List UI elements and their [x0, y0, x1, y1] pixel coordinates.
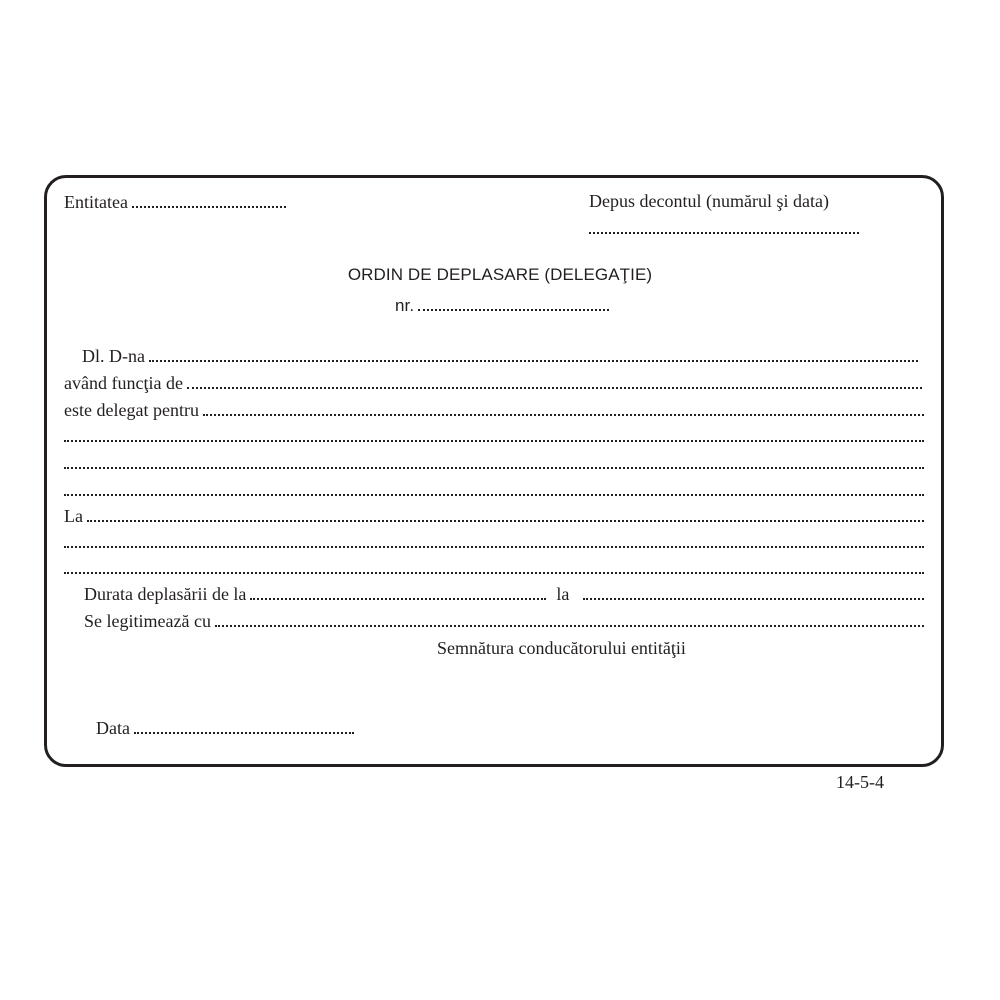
id-label: Se legitimează cu [84, 611, 211, 631]
date-field [96, 716, 354, 739]
duration-to-input-line[interactable] [583, 582, 924, 600]
duration-from-label: Durata deplasării de la [84, 584, 247, 604]
duration-field [84, 582, 924, 605]
date-input-line[interactable] [134, 716, 354, 734]
id-field [84, 609, 924, 632]
number-field [395, 293, 609, 317]
destination-input-line-2[interactable] [64, 530, 924, 548]
form-code: 14-5-4 [836, 772, 884, 792]
number-label: nr. [395, 296, 415, 315]
destination-line-3 [64, 556, 924, 574]
duration-from-input-line[interactable] [250, 582, 546, 600]
name-label: Dl. D-na [82, 346, 145, 366]
delegated-input-line[interactable] [203, 398, 924, 416]
destination-label: La [64, 506, 83, 526]
purpose-input-line-3[interactable] [64, 478, 924, 496]
report-label: Depus decontul (numărul şi data) [589, 191, 829, 211]
number-input-line[interactable] [418, 293, 609, 311]
purpose-input-line-1[interactable] [64, 424, 924, 442]
purpose-line-1 [64, 424, 924, 442]
duration-to-label: la [556, 584, 570, 604]
id-input-line[interactable] [215, 609, 924, 627]
report-input-line[interactable] [589, 216, 859, 234]
function-field [64, 371, 922, 394]
name-input-line[interactable] [149, 344, 918, 362]
destination-input-line-3[interactable] [64, 556, 924, 574]
name-field [82, 344, 918, 367]
purpose-line-3 [64, 478, 924, 496]
form-title: ORDIN DE DEPLASARE (DELEGAŢIE) [347, 265, 653, 284]
function-label: având funcţia de [64, 373, 183, 393]
purpose-line-2 [64, 451, 924, 469]
date-label: Data [96, 718, 130, 738]
entity-label: Entitatea [64, 192, 128, 212]
destination-input-line[interactable] [87, 504, 924, 522]
function-input-line[interactable] [187, 371, 922, 389]
signature-label: Semnătura conducătorului entităţii [437, 638, 686, 658]
delegated-field [64, 398, 924, 421]
delegated-label: este delegat pentru [64, 400, 199, 420]
entity-input-line[interactable] [132, 190, 286, 208]
destination-line-2 [64, 530, 924, 548]
report-field [589, 216, 859, 234]
destination-field [64, 504, 924, 527]
entity-field [64, 190, 286, 213]
purpose-input-line-2[interactable] [64, 451, 924, 469]
